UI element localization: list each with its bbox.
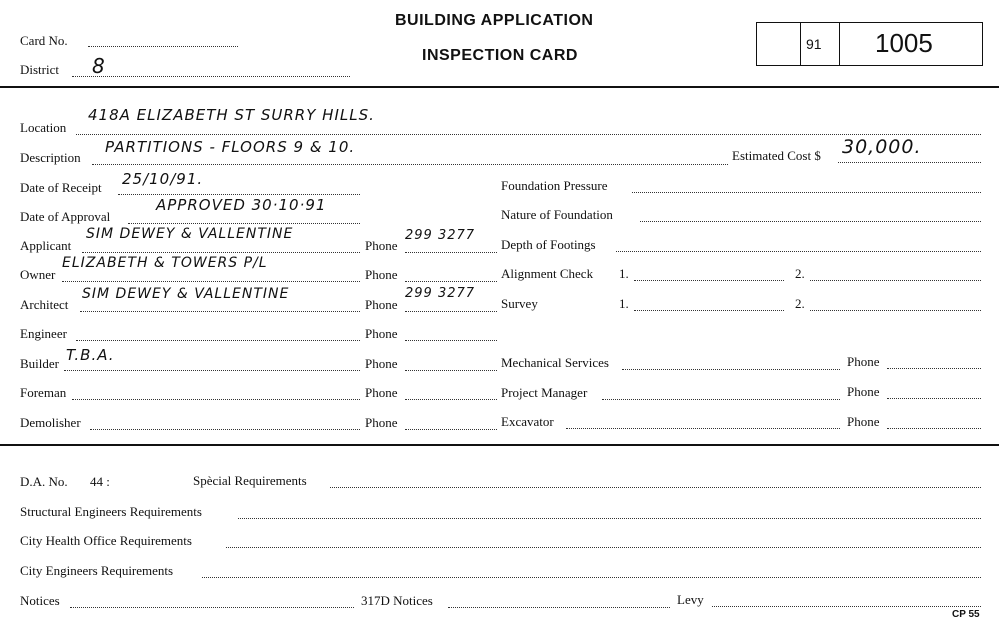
date-approval-label: Date of Approval — [20, 209, 111, 224]
project-manager-label: Project Manager — [501, 385, 588, 400]
levy-label: Levy — [677, 592, 704, 607]
engineer-phone-label: Phone — [365, 326, 398, 341]
excavator-line — [566, 428, 840, 429]
form-title-line1: BUILDING APPLICATION — [395, 12, 594, 29]
architect-phone-label: Phone — [365, 297, 398, 312]
builder-phone-label: Phone — [365, 356, 398, 371]
location-value: 418A ELIZABETH ST SURRY HILLS. — [88, 106, 375, 124]
district-value: 8 — [92, 54, 106, 78]
builder-value: T.B.A. — [66, 346, 115, 364]
da-no-value: 44 : — [90, 474, 110, 489]
district-line — [72, 76, 350, 77]
structural-line — [238, 518, 981, 519]
footer-rule — [0, 444, 999, 446]
depth-footings-label: Depth of Footings — [501, 237, 596, 252]
da-no-label: D.A. No. — [20, 474, 68, 489]
project-manager-phone-line — [887, 398, 981, 399]
form-title-line2: INSPECTION CARD — [422, 47, 578, 64]
notices-317d-label: 317D Notices — [361, 593, 433, 608]
nature-foundation-label: Nature of Foundation — [501, 207, 613, 222]
owner-line — [62, 281, 360, 282]
location-line — [76, 134, 981, 135]
location-label: Location — [20, 120, 67, 135]
foreman-phone-line — [405, 399, 497, 400]
foundation-pressure-label: Foundation Pressure — [501, 178, 608, 193]
survey-2-label: 2. — [795, 296, 805, 311]
estimated-cost-label: Estimated Cost $ — [732, 148, 821, 163]
depth-footings-line — [616, 251, 981, 252]
date-receipt-line — [118, 194, 360, 195]
health-line — [226, 547, 981, 548]
project-manager-phone-label: Phone — [847, 384, 880, 399]
foreman-line — [72, 399, 360, 400]
notices-317d-line — [448, 607, 670, 608]
card-number: 1005 — [875, 28, 933, 58]
special-requirements-line — [330, 487, 981, 488]
description-line — [92, 164, 728, 165]
applicant-phone-line — [405, 252, 497, 253]
demolisher-label: Demolisher — [20, 415, 81, 430]
form-code: CP 55 — [952, 609, 980, 620]
header-rule — [0, 86, 999, 88]
levy-line — [712, 606, 981, 607]
architect-phone-line — [405, 311, 497, 312]
alignment-check-label: Alignment Check — [501, 266, 594, 281]
survey-2-line — [810, 310, 981, 311]
nature-foundation-line — [640, 221, 981, 222]
mechanical-phone-line — [887, 368, 981, 369]
applicant-phone-value: 299 3277 — [405, 228, 476, 243]
alignment-check-1-label: 1. — [619, 266, 629, 281]
notices-line — [70, 607, 354, 608]
card-number-prefix: 91 — [806, 36, 822, 52]
architect-line — [80, 311, 360, 312]
project-manager-line — [602, 399, 840, 400]
applicant-phone-label: Phone — [365, 238, 398, 253]
card-no-line — [88, 46, 238, 47]
district-label: District — [20, 62, 59, 77]
mechanical-line — [622, 369, 840, 370]
owner-phone-line — [405, 281, 497, 282]
architect-phone-value: 299 3277 — [405, 286, 476, 301]
alignment-check-2-line — [810, 280, 981, 281]
city-engineers-label: City Engineers Requirements — [20, 563, 174, 578]
estimated-cost-line — [838, 162, 981, 163]
owner-phone-label: Phone — [365, 267, 398, 282]
date-approval-value: APPROVED 30·10·91 — [156, 196, 327, 214]
owner-label: Owner — [20, 267, 56, 282]
special-requirements-label: Spècial Requirements — [193, 473, 307, 488]
date-receipt-label: Date of Receipt — [20, 180, 102, 195]
engineer-phone-line — [405, 340, 497, 341]
mechanical-phone-label: Phone — [847, 354, 880, 369]
applicant-value: SIM DEWEY & VALLENTINE — [86, 226, 294, 242]
description-label: Description — [20, 150, 81, 165]
foundation-pressure-line — [632, 192, 981, 193]
date-receipt-value: 25/10/91. — [122, 170, 204, 188]
excavator-phone-label: Phone — [847, 414, 880, 429]
health-label: City Health Office Requirements — [20, 533, 192, 548]
builder-phone-line — [405, 370, 497, 371]
description-value: PARTITIONS - FLOORS 9 & 10. — [105, 138, 356, 156]
architect-label: Architect — [20, 297, 69, 312]
architect-value: SIM DEWEY & VALLENTINE — [82, 286, 290, 302]
builder-label: Builder — [20, 356, 59, 371]
demolisher-phone-line — [405, 429, 497, 430]
demolisher-phone-label: Phone — [365, 415, 398, 430]
survey-1-line — [634, 310, 784, 311]
foreman-phone-label: Phone — [365, 385, 398, 400]
excavator-label: Excavator — [501, 414, 554, 429]
survey-1-label: 1. — [619, 296, 629, 311]
city-engineers-line — [202, 577, 981, 578]
owner-value: ELIZABETH & TOWERS P/L — [62, 255, 268, 271]
demolisher-line — [90, 429, 360, 430]
engineer-label: Engineer — [20, 326, 67, 341]
card-number-box — [756, 22, 983, 66]
foreman-label: Foreman — [20, 385, 67, 400]
applicant-label: Applicant — [20, 238, 72, 253]
mechanical-label: Mechanical Services — [501, 355, 609, 370]
survey-label: Survey — [501, 296, 538, 311]
engineer-line — [76, 340, 360, 341]
alignment-check-2-label: 2. — [795, 266, 805, 281]
card-no-label: Card No. — [20, 33, 68, 48]
applicant-line — [82, 252, 360, 253]
notices-label: Notices — [20, 593, 60, 608]
structural-label: Structural Engineers Requirements — [20, 504, 202, 519]
alignment-check-1-line — [634, 280, 784, 281]
estimated-cost-value: 30,000. — [842, 136, 922, 158]
date-approval-line — [128, 223, 360, 224]
excavator-phone-line — [887, 428, 981, 429]
builder-line — [64, 370, 360, 371]
